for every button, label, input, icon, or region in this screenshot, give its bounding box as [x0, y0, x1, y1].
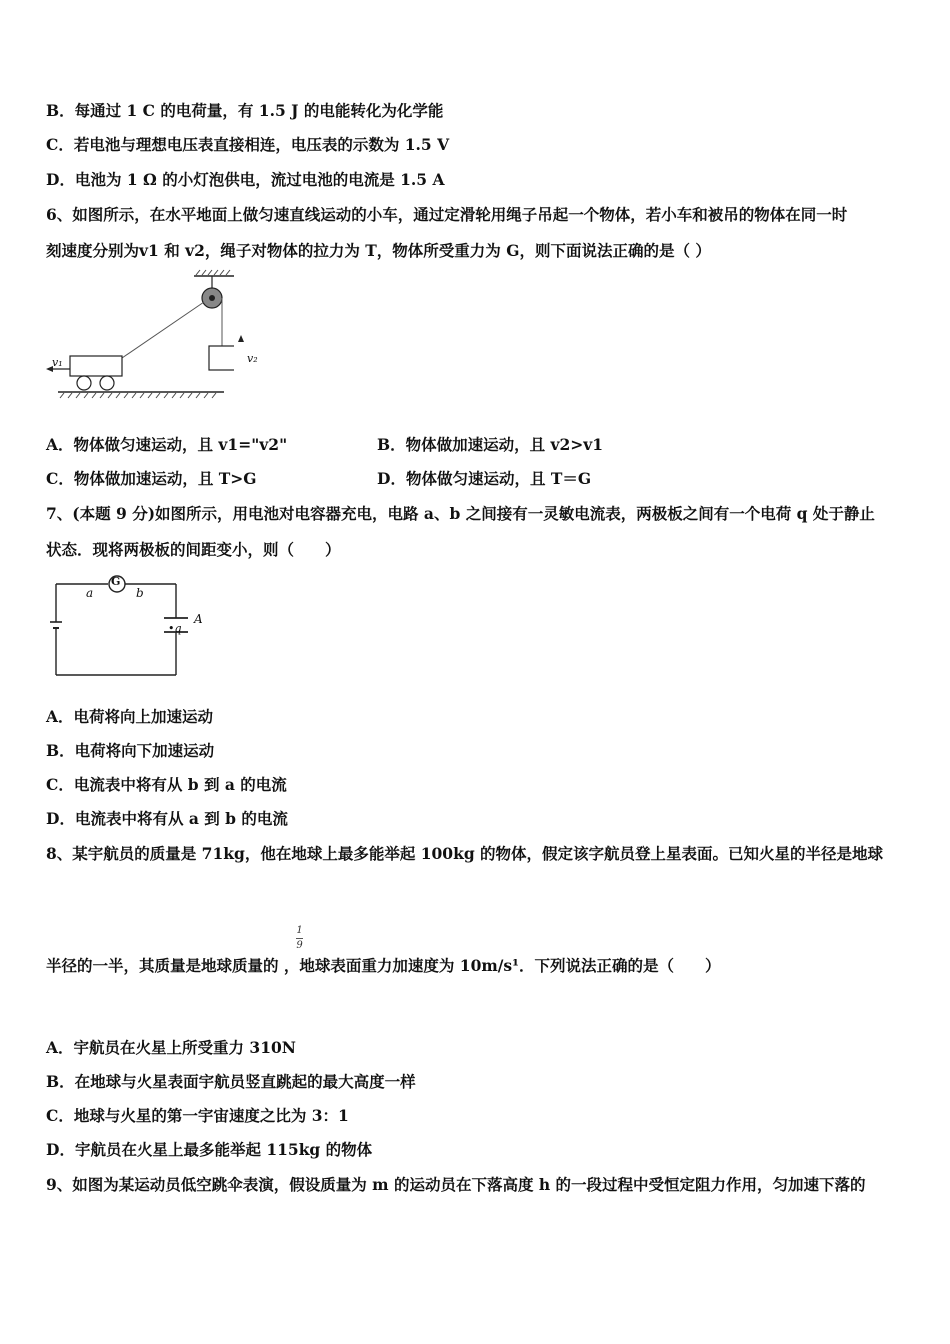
v2-arrowhead-wrap — [238, 335, 278, 355]
q5-option-d: D．电池为 1 Ω 的小灯泡供电，流过电池的电流是 1.5 A — [46, 170, 445, 189]
plate-a-label: A — [194, 612, 203, 626]
q7-stem-line1: 7、(本题 9 分)如图所示，用电池对电容器充电，电路 a、b 之间接有一灵敏电流表，两极板之间有一个电荷 q 处于静止 — [46, 504, 875, 523]
point-b-label: b — [136, 586, 144, 600]
q5-option-b: B．每通过 1 C 的电荷量，有 1.5 J 的电能转化为化学能 — [46, 101, 444, 120]
q8-option-c: C．地球与火星的第一宇宙速度之比为 3：1 — [46, 1106, 349, 1125]
q7-option-d: D．电流表中将有从 a 到 b 的电流 — [46, 809, 288, 828]
v2-label: v₂ — [247, 352, 258, 365]
hanging-block — [209, 346, 234, 370]
q8-option-b: B．在地球与火星表面宇航员竖直跳起的最大高度一样 — [46, 1072, 416, 1091]
q7-stem-line2: 状态．现将两极板的间距变小，则（ ） — [46, 540, 341, 559]
q6-stem-line1: 6、如图所示，在水平地面上做匀速直线运动的小车，通过定滑轮用绳子吊起一个物体，若小车和被吊的物体在同一时 — [46, 205, 848, 224]
q9-stem-line1: 9、如图为某运动员低空跳伞表演，假设质量为 m 的运动员在下落高度 h 的一段过程中受恒定阻力作用，匀加速下落的 — [46, 1175, 866, 1194]
q8-stem-line1: 8、某宇航员的质量是 71kg，他在地球上最多能举起 100kg 的物体，假定该字航员登上星表面。已知火星的半径是地球 — [46, 844, 884, 863]
point-a-label: a — [86, 586, 94, 600]
q5-option-c: C．若电池与理想电压表直接相连，电压表的示数为 1.5 V — [46, 135, 450, 154]
one-ninth-fraction — [296, 925, 303, 952]
q6-pulley-cart-figure — [44, 268, 234, 408]
q7-option-c: C．电流表中将有从 b 到 a 的电流 — [46, 775, 287, 794]
q6-option-a: A．物体做匀速运动，且 v1="v2" — [46, 435, 288, 454]
fraction-denominator: 9 — [296, 940, 303, 951]
q6-option-d: D．物体做匀速运动，且 T＝G — [377, 469, 592, 488]
q6-option-b: B．物体做加速运动，且 v2>v1 — [377, 435, 604, 454]
galvanometer-label: G — [111, 575, 121, 588]
q7-option-a: A．电荷将向上加速运动 — [46, 707, 214, 726]
v1-label: v₁ — [52, 356, 63, 369]
q6-option-c: C．物体做加速运动，且 T>G — [46, 469, 257, 488]
q6-stem-line2: 刻速度分别为v1 和 v2，绳子对物体的拉力为 T，物体所受重力为 G，则下面说法正确的是（ ） — [46, 241, 711, 260]
fraction-numerator: 1 — [296, 925, 303, 936]
charge-q-label: •q — [168, 622, 182, 635]
cart-body — [70, 356, 122, 376]
q7-option-b: B．电荷将向下加速运动 — [46, 741, 215, 760]
q8-option-d: D．宇航员在火星上最多能举起 115kg 的物体 — [46, 1140, 373, 1159]
q7-capacitor-circuit-figure — [46, 572, 206, 682]
q8-stem-line2: 半径的一半，其质量是地球质量的 ，地球表面重力加速度为 10m/s¹．下列说法正确的是（ ） — [46, 956, 721, 975]
q8-option-a: A．宇航员在火星上所受重力 310N — [46, 1038, 296, 1057]
